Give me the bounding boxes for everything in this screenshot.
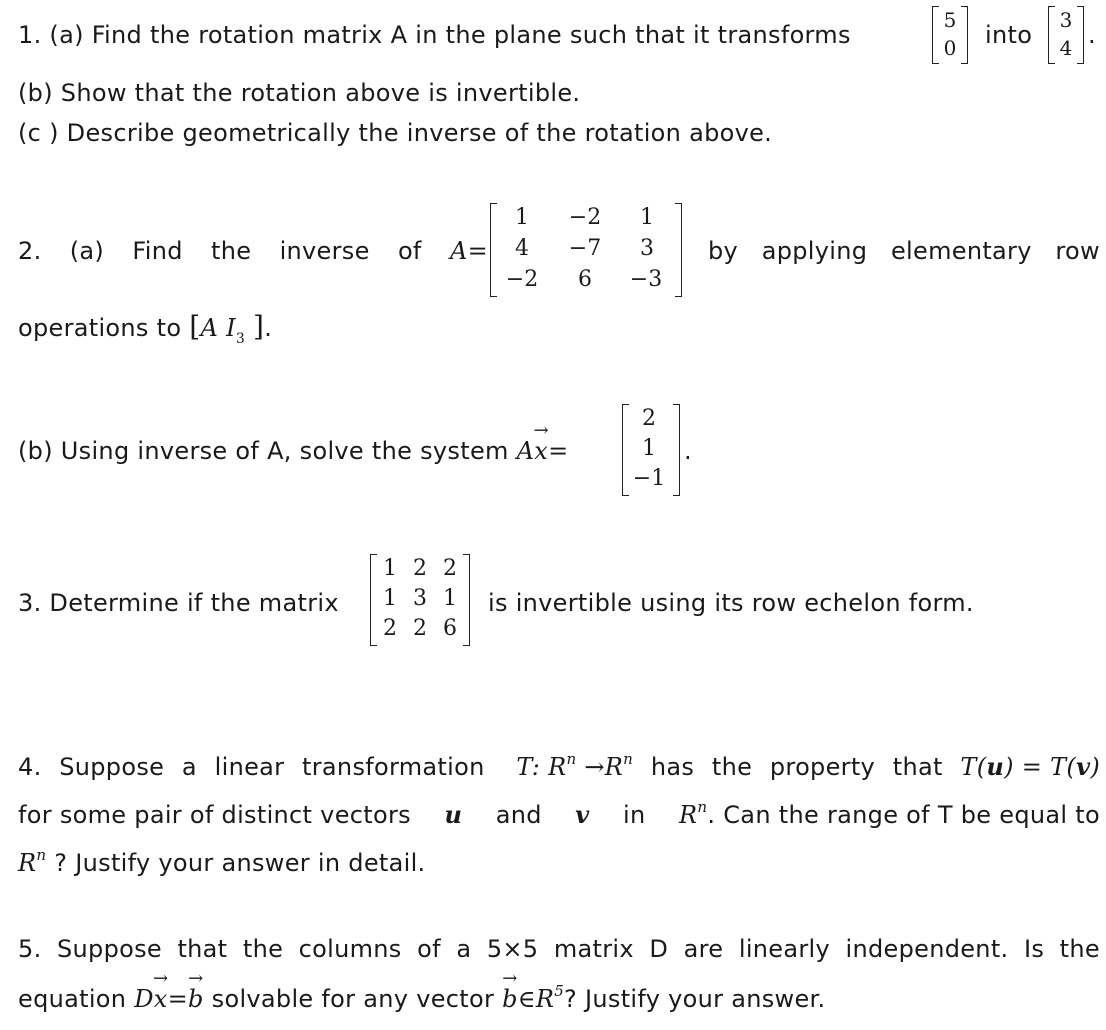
q4-line2 (18, 800, 1100, 833)
matrix-cell: −2 (505, 267, 539, 292)
q3-before: 3. Determine if the matrix (18, 589, 339, 617)
q2-word: inverse (279, 237, 370, 265)
bracket-right (675, 203, 682, 297)
q5-word: the (242, 935, 284, 963)
q5-line2 (18, 984, 825, 1017)
q4-word: 4. (18, 753, 42, 781)
q5-word: a (456, 935, 472, 963)
q2-b-line (18, 436, 569, 466)
q5-equation-word: equation (18, 985, 127, 1013)
q1-vector-from (932, 6, 968, 64)
q4-word: the (711, 753, 753, 781)
matrix-cell: 1 (383, 556, 397, 581)
q5-word: independent. (845, 935, 1009, 963)
matrix-cell: −3 (629, 267, 663, 292)
q2-aug-sub: 3 (235, 331, 246, 347)
matrix-cell: 1 (515, 205, 529, 230)
q2-word: Find (132, 237, 183, 265)
q4-sup: n (36, 846, 47, 864)
q3-matrix (370, 554, 470, 646)
q1-vector-to-cell: 4 (1059, 36, 1073, 60)
q2-a-line2: operations to [A $I_3$ ]. (18, 310, 273, 347)
q4-R: R (18, 849, 37, 877)
q2-b-text: (b) Using inverse of A, solve the system (18, 437, 509, 465)
q1-period: . (1088, 21, 1096, 49)
q5-word: linearly (738, 935, 831, 963)
matrix-cell: 1 (443, 586, 457, 611)
q2-word: elementary (890, 237, 1032, 265)
bracket-right (463, 554, 470, 646)
q4-line1 (18, 752, 1100, 785)
bracket-left (370, 554, 377, 646)
matrix-cell: 3 (413, 586, 427, 611)
matrix-cell: −2 (568, 205, 602, 230)
q5-word: Suppose (56, 935, 162, 963)
q2-num: 2. (18, 237, 42, 265)
q4-line2-a: for some pair of distinct vectors (18, 801, 411, 829)
q4-u: u (444, 800, 463, 829)
q4-word: a (181, 753, 197, 781)
matrix-cell: 4 (515, 236, 529, 261)
q5-D: D (134, 985, 154, 1013)
q2-rhs-vector (622, 404, 680, 496)
q1-vector-from-cell: 5 (943, 8, 957, 32)
q4-word: that (892, 753, 943, 781)
q4-word: Suppose (59, 753, 165, 781)
q2-word: row (1055, 237, 1100, 265)
q2-operations-text: operations to (18, 314, 182, 342)
q5-word: matrix (553, 935, 634, 963)
q1-a-line (18, 20, 851, 50)
q4-in: in (623, 801, 646, 829)
q1-vector-to (1048, 6, 1084, 64)
q5-in: ∈ (517, 985, 536, 1013)
q5-word: columns (298, 935, 402, 963)
q2-word: applying (761, 237, 868, 265)
q1-into: into (985, 21, 1033, 49)
q5-word: 5×5 (486, 935, 539, 963)
q2-Ax-A: A (516, 437, 535, 465)
q1-vector-to-cell: 3 (1059, 8, 1073, 32)
q2-b-period: . (684, 437, 692, 465)
q5-end: ? Justify your answer. (564, 985, 826, 1013)
q5-word: the (1059, 935, 1100, 963)
q2-matrix-A (490, 203, 682, 297)
q2-a-line-right (708, 236, 1100, 266)
q4-and: and (495, 801, 542, 829)
q1-vector-from-cell: 0 (943, 36, 957, 60)
q5-solvable-text: solvable for any vector (211, 985, 495, 1013)
q2-A-equals: A= (449, 237, 488, 265)
q5-sup5: 5 (554, 982, 565, 1000)
q4-line3 (18, 848, 425, 881)
q2-a-line-left (18, 236, 488, 266)
q5-word: Is (1023, 935, 1045, 963)
q2-word: by (708, 237, 739, 265)
q4-v: v (575, 800, 590, 829)
q5-b2: → b (502, 984, 518, 1014)
q1-c-text: (c ) Describe geometrically the inverse of the rotation above. (18, 119, 773, 147)
q4-mapping: T: $R^n \to R^n$ (516, 750, 634, 781)
q5-word: 5. (18, 935, 42, 963)
matrix-cell: 6 (443, 616, 457, 641)
q1-a-text: 1. (a) Find the rotation matrix A in the plane such that it transforms (18, 21, 851, 49)
q5-line1 (18, 934, 1100, 964)
matrix-cell: 1 (383, 586, 397, 611)
q4-word: transformation (302, 753, 485, 781)
q5-x: → x (154, 984, 168, 1014)
q5-word: D (649, 935, 669, 963)
q3-after: is invertible using its row echelon form. (488, 589, 974, 617)
q4-equation: T(u) = T(v) (960, 752, 1100, 781)
q2-a-label: (a) (69, 237, 105, 265)
q4-word: has (650, 753, 695, 781)
vector-cell: 1 (642, 436, 656, 461)
matrix-cell: 2 (413, 616, 427, 641)
q2-aug-A: A (200, 314, 219, 342)
q2-Ax-eq: = (548, 437, 569, 465)
q5-word: of (417, 935, 441, 963)
matrix-cell: 1 (640, 205, 654, 230)
q2-word: the (211, 237, 252, 265)
vector-cell: −1 (632, 466, 666, 491)
matrix-cell: −7 (568, 236, 602, 261)
q5-word: are (683, 935, 724, 963)
q2-Ax-x: → x (534, 436, 548, 466)
q5-eq: = (167, 985, 189, 1013)
q1-b-text: (b) Show that the rotation above is invertible. (18, 79, 581, 107)
bracket-left (490, 203, 497, 297)
q2-word: of (397, 237, 422, 265)
q4-line3-rest: ? Justify your answer in detail. (54, 849, 426, 877)
q4-word: property (769, 753, 876, 781)
q5-b: → b (188, 984, 204, 1014)
q5-R: R (535, 985, 555, 1013)
matrix-cell: 3 (640, 236, 654, 261)
matrix-cell: 6 (578, 267, 592, 292)
matrix-cell: 2 (413, 556, 427, 581)
matrix-cell: 2 (443, 556, 457, 581)
vector-cell: 2 (642, 406, 656, 431)
q2-aug-I: I (226, 314, 236, 342)
q4-R-n: $R^n$. Can the range of T be equal to (679, 798, 1100, 829)
q5-word: that (177, 935, 228, 963)
matrix-cell: 2 (383, 616, 397, 641)
q4-word: linear (214, 753, 285, 781)
